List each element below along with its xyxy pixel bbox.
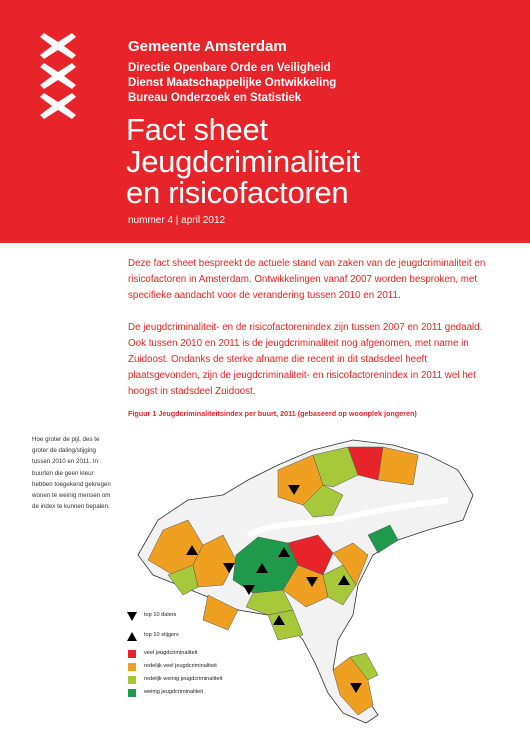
amsterdam-neighbourhood-map (128, 425, 488, 730)
figure-caption: Figuur 1 Jeugdcriminaliteitsindex per buurt, 2011 (gebaseerd op woonplek jongeren) (128, 409, 417, 418)
org-line-3: Bureau Onderzoek en Statistiek (128, 92, 302, 104)
swatch-red (128, 650, 136, 658)
intro-text (128, 256, 498, 416)
header-banner (0, 0, 530, 243)
title-line-1: Fact sheet (126, 112, 268, 147)
swatch-orange (128, 663, 136, 671)
amsterdam-logo-icon (40, 33, 76, 123)
figure-side-note: Hoe groter de pijl, des te groter de daling/stijging tussen 2010 en 2011. In buurten die geen kleur hebben toegekend gekregen wonen te weinig mensen om de index te kunnen bepalen. (32, 436, 111, 511)
org-line-1: Directie Openbare Orde en Veiligheid (128, 62, 331, 74)
swatch-green (128, 689, 136, 697)
intro-paragraph-2: De jeugdcriminaliteit- en de risicofactorenindex zijn tussen 2007 en 2011 gedaald. Ook tussen 2010 en 2011 is de jeugdcriminaliteit nog afgenomen, met name in Zuidoost. Ondanks de sterke afname die recent in dit stadsdeel heeft plaatsgevonden, zijn de jeugdcriminaliteit- en risicofactorenindex in 2011 wel het hoogst in stadsdeel Zuidoost. (128, 322, 483, 397)
triangle-down-icon (127, 612, 137, 621)
organisation-block (128, 38, 336, 106)
triangle-up-icon (127, 632, 137, 641)
title-line-2: Jeugdcriminaliteit (126, 143, 361, 179)
title-line-3: en risicofactoren (126, 175, 349, 210)
org-line-2: Dienst Maatschappelijke Ontwikkeling (128, 77, 337, 89)
page-title (126, 114, 360, 209)
issue-label: nummer 4 | april 2012 (128, 215, 226, 226)
intro-paragraph-1: Deze fact sheet bespreekt de actuele stand van zaken van de jeugdcriminaliteit en risicofactoren in Amsterdam. Ontwikkelingen vanaf 2007 worden besproken, met specifieke aandacht voor de verandering tussen 2010 en 2011. (128, 258, 486, 301)
org-name: Gemeente Amsterdam (128, 38, 287, 55)
swatch-light-green (128, 676, 136, 684)
